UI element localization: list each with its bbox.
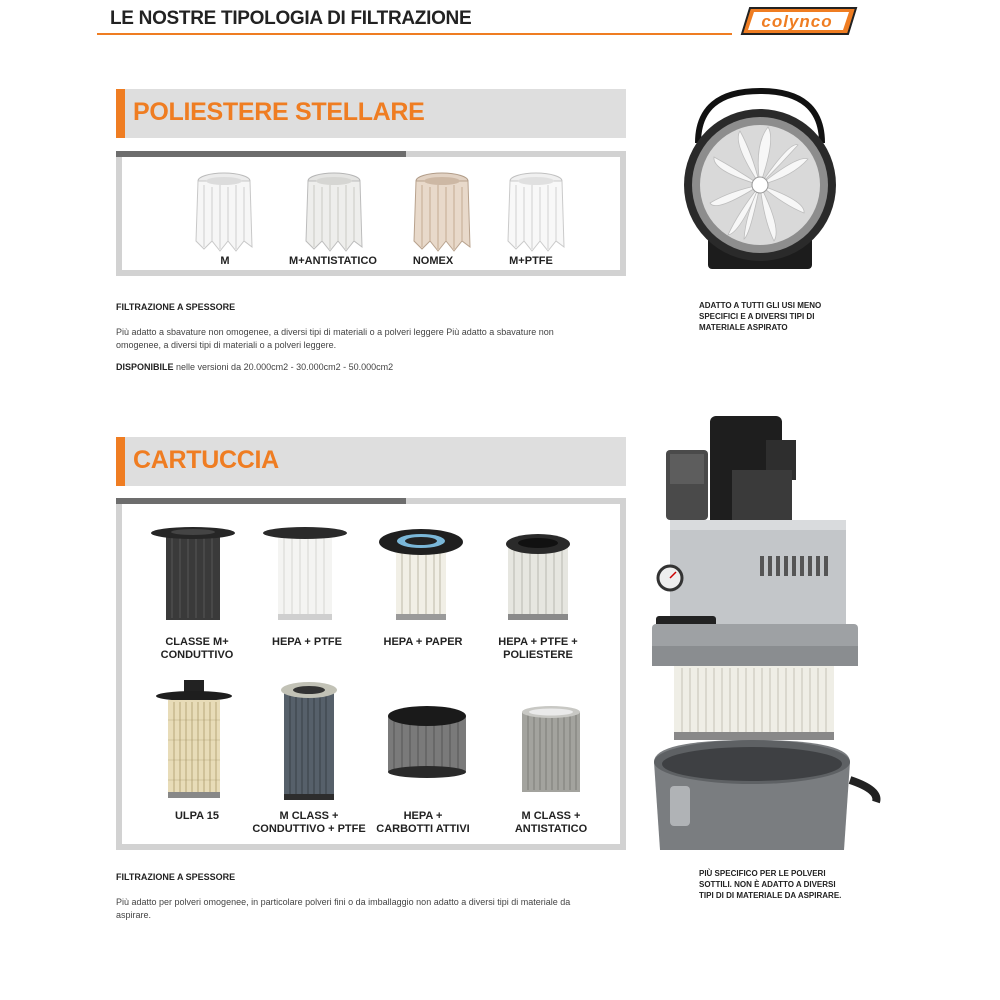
pleated-star-filter-ptfe-icon	[504, 171, 568, 253]
section2-side-note: PIÙ SPECIFICO PER LE POLVERI SOTTILI. NON È ADATTO A DIVERSI TIPI DI DI MATERIALE DA ASPIRARE.	[699, 869, 842, 900]
filter-label-m: M	[220, 255, 230, 267]
svg-text:colynco: colynco	[761, 12, 833, 31]
cartridge-label-ulpa-15: ULPA 15	[174, 810, 219, 822]
cartridge-m-class-antistatico-icon	[518, 702, 584, 798]
cartridge-label-m-class-conduttivo-ptfe: M CLASS + CONDUTTIVO + PTFE	[252, 810, 366, 835]
cartridge-classe-m-conduttivo-icon	[148, 524, 238, 624]
cartridge-hepa-ptfe-icon	[260, 524, 350, 624]
cartridge-m-class-conduttivo-ptfe-icon	[274, 680, 344, 804]
cartridge-hepa-carbotti-attivi-icon	[384, 704, 470, 780]
header-divider	[97, 33, 732, 35]
cartridge-hepa-paper-icon	[376, 528, 466, 624]
section-banner-poliestere	[116, 89, 626, 138]
cartridge-label-hepa-carbotti: HEPA + CARBOTTI ATTIVI	[376, 810, 470, 835]
page-title: LE NOSTRE TIPOLOGIA DI FILTRAZIONE	[110, 8, 472, 29]
cartridge-ulpa-15-icon	[152, 680, 236, 802]
cartridge-label-hepa-ptfe: HEPA + PTFE	[272, 636, 342, 648]
radial-filter-unit-image	[680, 85, 840, 275]
section1-side-note: ADATTO A TUTTI GLI USI MENO SPECIFICI E A DIVERSI TIPI DI MATERIALE ASPIRATO	[699, 301, 822, 332]
section1-subheading: FILTRAZIONE A SPESSORE	[116, 302, 236, 312]
cartridge-label-classe-m: CLASSE M+ CONDUTTIVO	[160, 636, 234, 661]
brand-logo	[740, 5, 858, 37]
section-title: CARTUCCIA	[133, 446, 279, 474]
filter-label-m-ptfe: M+PTFE	[509, 255, 553, 267]
cartridge-hepa-ptfe-poliestere-icon	[498, 530, 578, 624]
pleated-star-filter-light-icon	[302, 171, 366, 253]
industrial-vacuum-cartridge-image	[640, 410, 885, 855]
section1-description: Più adatto a sbavature non omogenee, a diversi tipi di materiali o a polveri leggere Più adatto a sbavature non omogenee, a diversi tipi di materiali o a polveri leggere.	[116, 327, 554, 350]
section-title: POLIESTERE STELLARE	[133, 98, 425, 126]
section-banner-cartuccia	[116, 437, 626, 486]
cartridge-label-hepa-ptfe-poliestere: HEPA + PTFE + POLIESTERE	[498, 636, 578, 661]
section1-availability: DISPONIBILE nelle versioni da 20.000cm2 - 30.000cm2 - 50.000cm2	[116, 362, 394, 372]
filter-label-m-antistatico: M+ANTISTATICO	[289, 255, 377, 267]
pleated-star-filter-white-icon	[192, 171, 256, 253]
cartridge-label-m-class-antistatico: M CLASS + ANTISTATICO	[514, 810, 588, 835]
filter-showcase-poliestere	[116, 151, 626, 276]
cartridge-label-hepa-paper: HEPA + PAPER	[383, 636, 463, 648]
pleated-star-filter-beige-icon	[410, 171, 474, 253]
section2-description: Più adatto per polveri omogenee, in particolare polveri fini o da imballaggio non adatto a diversi tipi di materiale da aspirare.	[116, 897, 571, 920]
filter-label-nomex: NOMEX	[412, 255, 454, 267]
section2-subheading: FILTRAZIONE A SPESSORE	[116, 872, 236, 882]
filter-showcase-cartuccia	[116, 498, 626, 850]
